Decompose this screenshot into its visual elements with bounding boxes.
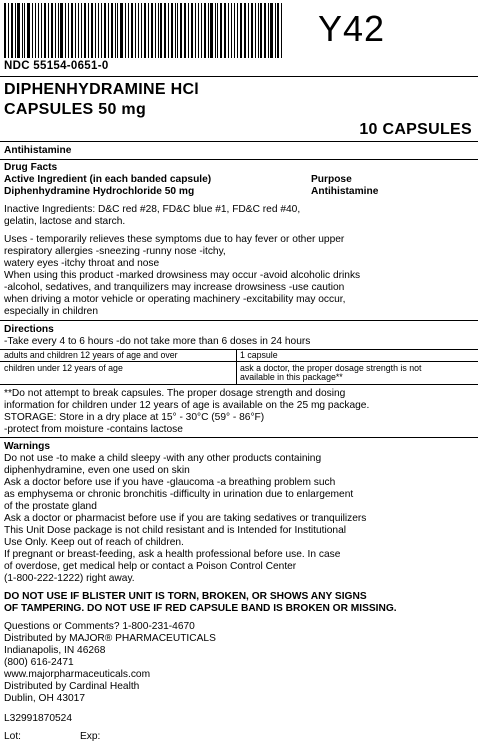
inactive-ingredients: gelatin, lactose and starch. [4, 216, 126, 227]
active-ingredient-value: Diphenhydramine Hydrochloride 50 mg [4, 186, 195, 197]
warning-line: of overdose, get medical help or contact a Poison Control Center [4, 561, 297, 572]
distributor-website: www.majorpharmaceuticals.com [4, 669, 151, 680]
drug-facts-heading: Drug Facts [4, 162, 58, 173]
warning-line: Ask a doctor or pharmacist before use if you are taking sedatives or tranquilizers [4, 513, 367, 524]
product-code: Y42 [318, 8, 386, 49]
when-using-text: -alcohol, sedatives, and tranquilizers may increase drowsiness -use caution [4, 282, 345, 293]
table-border [0, 384, 478, 385]
directions-text: -Take every 4 to 6 hours -do not take more than 6 doses in 24 hours [4, 336, 311, 347]
barcode [4, 3, 284, 58]
table-cell: ask a doctor, the proper dosage strength is not [240, 363, 422, 373]
warning-line: as emphysema or chronic bronchitis -difficulty in urination due to enlargement [4, 489, 354, 500]
warning-line: Use Only. Keep out of reach of children. [4, 537, 184, 548]
warning-line: Ask a doctor before use if you have -glaucoma -a breathing problem such [4, 477, 336, 488]
when-using-text: especially in children [4, 306, 99, 317]
storage-text: STORAGE: Store in a dry place at 15° - 30°C (59° - 86°F) [4, 412, 265, 423]
warning-line: (1-800-222-1222) right away. [4, 573, 135, 584]
distributor-address: Indianapolis, IN 46268 [4, 645, 106, 656]
warning-line: diphenhydramine, even one used on skin [4, 465, 190, 476]
tamper-warning: DO NOT USE IF BLISTER UNIT IS TORN, BROKEN, OR SHOWS ANY SIGNS [4, 591, 367, 602]
when-using-text: When using this product -marked drowsiness may occur -avoid alcoholic drinks [4, 270, 361, 281]
divider [0, 76, 478, 77]
divider [0, 320, 478, 321]
distributor-line: Distributed by MAJOR® PHARMACEUTICALS [4, 633, 216, 644]
lot-code: L32991870524 [4, 713, 72, 724]
questions-line: Questions or Comments? 1-800-231-4670 [4, 621, 195, 632]
dosage-note: **Do not attempt to break capsules. The proper dosage strength and dosing [4, 388, 346, 399]
distributor-line: Distributed by Cardinal Health [4, 681, 140, 692]
uses-text: respiratory allergies -sneezing -runny nose -itchy, [4, 246, 226, 257]
distributor-address: Dublin, OH 43017 [4, 693, 85, 704]
table-column-divider [236, 349, 237, 384]
table-cell: available in this package** [240, 372, 343, 382]
table-cell: children under 12 years of age [4, 363, 123, 373]
uses-text: Uses - temporarily relieves these symptoms due to hay fever or other upper [4, 234, 345, 245]
tamper-warning: OF TAMPERING. DO NOT USE IF RED CAPSULE BAND IS BROKEN OR MISSING. [4, 603, 397, 614]
warnings-heading: Warnings [4, 441, 51, 452]
divider [0, 159, 478, 160]
ndc-number: NDC 55154-0651-0 [4, 60, 109, 72]
purpose-label: Purpose [311, 174, 352, 185]
lot-label: Lot: [4, 731, 21, 742]
capsule-count: 10 CAPSULES [359, 121, 472, 138]
warning-line: This Unit Dose package is not child resistant and is Intended for Institutional [4, 525, 347, 536]
warning-line: If pregnant or breast-feeding, ask a health professional before use. In case [4, 549, 341, 560]
active-ingredient-label: Active Ingredient (in each banded capsule) [4, 174, 212, 185]
table-cell: 1 capsule [240, 350, 278, 360]
uses-text: watery eyes -itchy throat and nose [4, 258, 160, 269]
directions-heading: Directions [4, 324, 54, 335]
purpose-value: Antihistamine [311, 186, 379, 197]
storage-text: -protect from moisture -contains lactose [4, 424, 183, 435]
warning-line: Do not use -to make a child sleepy -with any other products containing [4, 453, 322, 464]
drug-strength: CAPSULES 50 mg [4, 101, 147, 118]
divider [0, 141, 478, 142]
table-border [0, 361, 478, 362]
when-using-text: when driving a motor vehicle or operating machinery -excitability may occur, [4, 294, 346, 305]
divider [0, 437, 478, 438]
category-label: Antihistamine [4, 145, 72, 156]
inactive-ingredients: Inactive Ingredients: D&C red #28, FD&C blue #1, FD&C red #40, [4, 204, 301, 215]
table-cell: adults and children 12 years of age and over [4, 350, 178, 360]
dosage-note: information for children under 12 years of age is available on the 25 mg package. [4, 400, 370, 411]
distributor-phone: (800) 616-2471 [4, 657, 74, 668]
drug-name: DIPHENHYDRAMINE HCl [4, 81, 200, 98]
warning-line: of the prostate gland [4, 501, 97, 512]
exp-label: Exp: [80, 731, 101, 742]
